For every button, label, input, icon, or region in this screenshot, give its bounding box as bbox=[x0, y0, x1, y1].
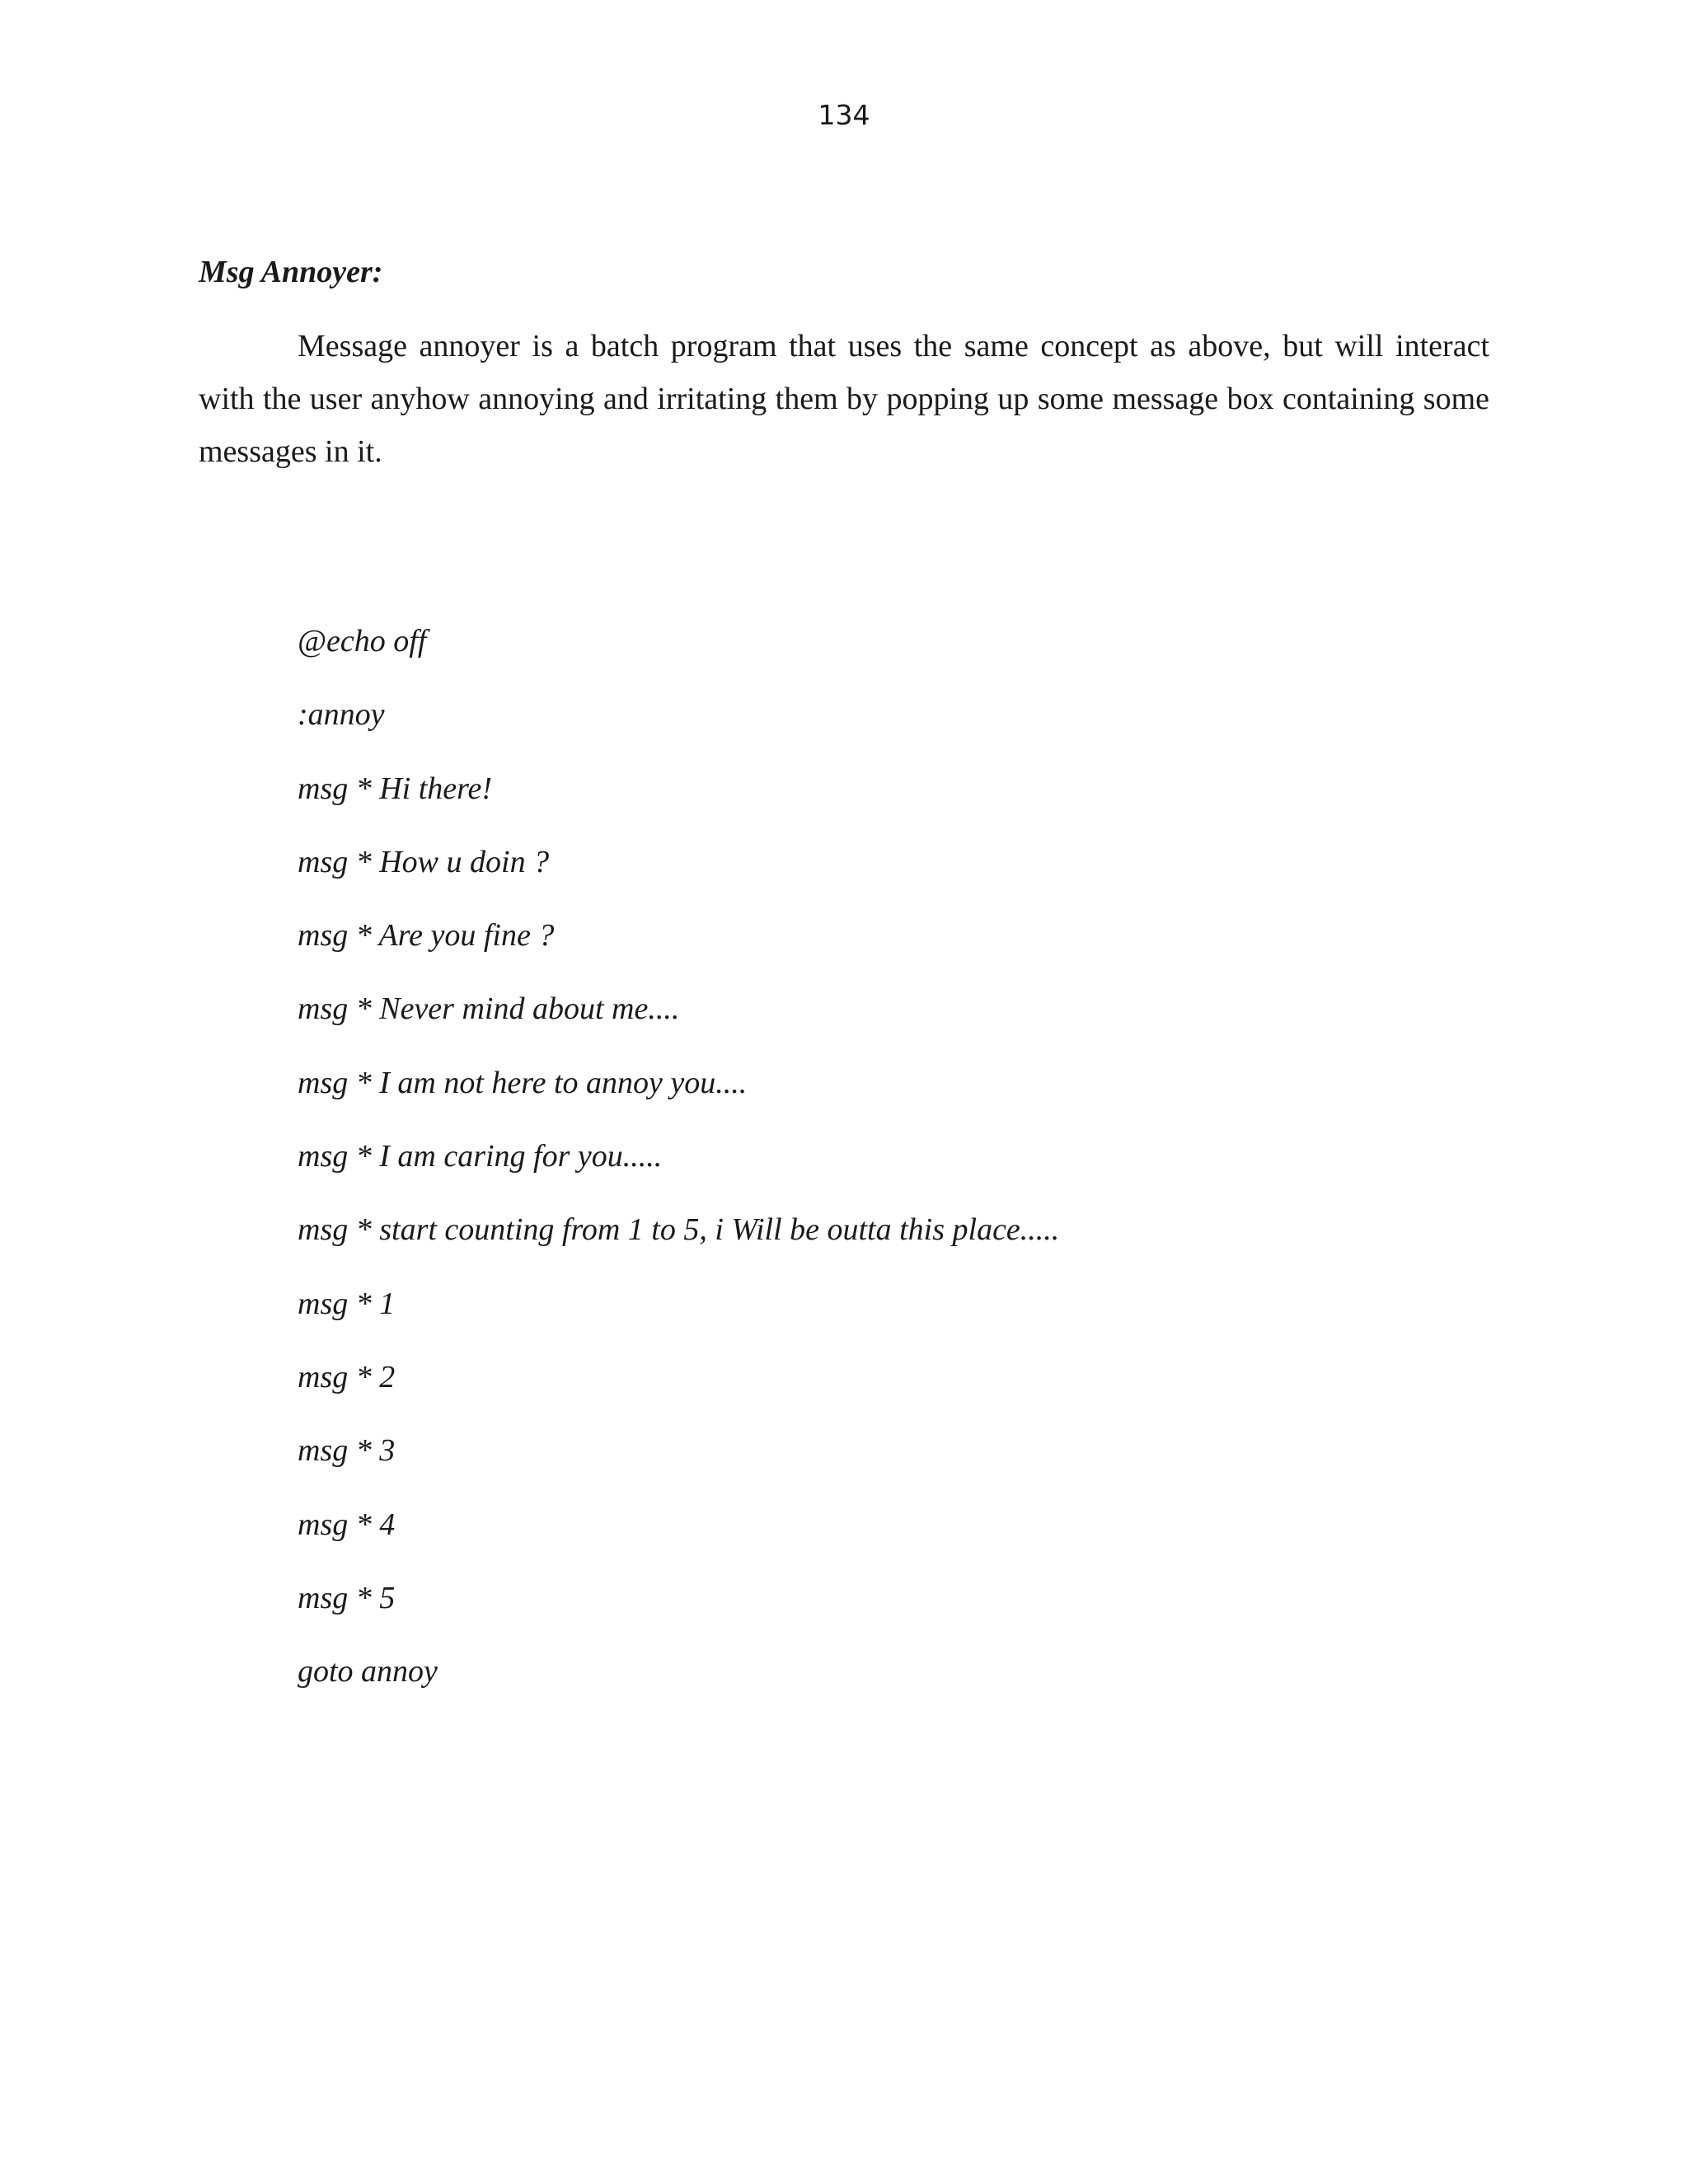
section-heading: Msg Annoyer: bbox=[199, 255, 383, 289]
code-line: msg * I am not here to annoy you.... bbox=[298, 1065, 748, 1100]
code-line: msg * Hi there! bbox=[298, 771, 493, 806]
code-line: msg * I am caring for you..... bbox=[298, 1139, 663, 1174]
code-line: msg * 2 bbox=[298, 1359, 396, 1394]
code-line: msg * Never mind about me.... bbox=[298, 991, 680, 1027]
code-line: msg * 3 bbox=[298, 1433, 396, 1469]
code-line: msg * 4 bbox=[298, 1507, 396, 1542]
code-line: @echo off bbox=[298, 624, 427, 658]
code-line: goto annoy bbox=[298, 1654, 438, 1690]
body-paragraph: Message annoyer is a batch program that uses the same concept as above, but will interact with the user anyhow annoying and irritating them by popping up some message box containing some messages in it. bbox=[199, 329, 1489, 469]
code-line: msg * Are you fine ? bbox=[298, 918, 555, 954]
code-line: msg * start counting from 1 to 5, i Will be outta this place..... bbox=[298, 1212, 1060, 1248]
page-number: 134 bbox=[818, 99, 870, 131]
code-line: msg * How u doin ? bbox=[298, 844, 550, 879]
code-line: msg * 5 bbox=[298, 1580, 396, 1615]
code-listing bbox=[298, 605, 1059, 1708]
code-line: :annoy bbox=[298, 697, 385, 733]
code-line: msg * 1 bbox=[298, 1286, 396, 1321]
